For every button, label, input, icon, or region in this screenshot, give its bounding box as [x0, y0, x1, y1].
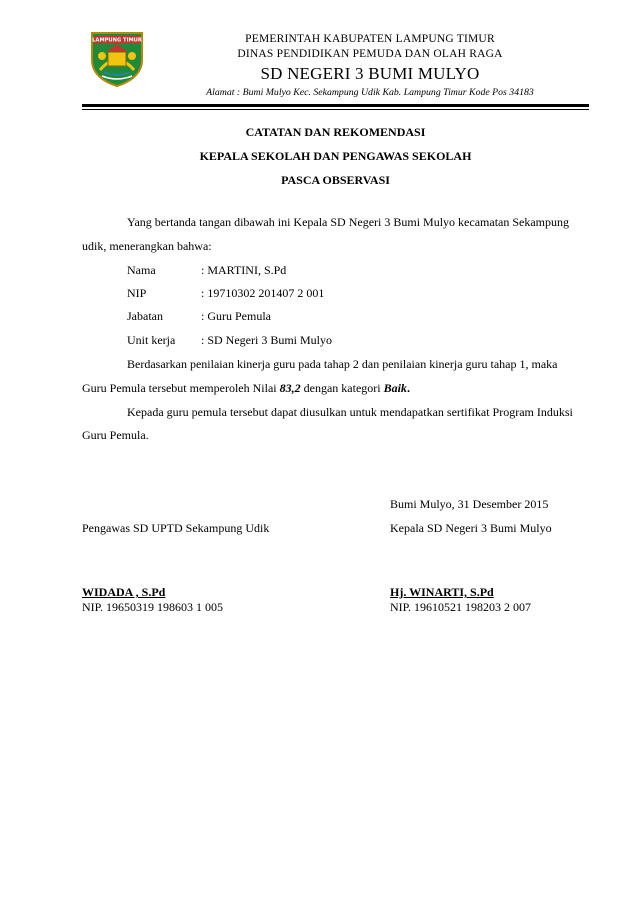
- document-subtitle-2: PASCA OBSERVASI: [281, 173, 390, 187]
- field-label-nama: Nama: [127, 263, 156, 277]
- svg-text:LAMPUNG TIMUR: LAMPUNG TIMUR: [92, 37, 142, 44]
- signature-right-role: Kepala SD Negeri 3 Bumi Mulyo: [390, 521, 552, 535]
- letterhead-school-name: SD NEGERI 3 BUMI MULYO: [260, 64, 480, 83]
- signature-left-nip: NIP. 19650319 198603 1 005: [82, 600, 224, 614]
- field-label-unit-kerja: Unit kerja: [127, 333, 176, 347]
- intro-line-1: Yang bertanda tangan dibawah ini Kepala SD Negeri 3 Bumi Mulyo kecamatan Sekampung: [127, 215, 570, 229]
- assessment-category: Baik: [383, 381, 407, 395]
- recommendation-line-2: Guru Pemula.: [82, 428, 149, 442]
- assessment-text-end: .: [406, 381, 410, 395]
- document-title: CATATAN DAN REKOMENDASI: [245, 125, 426, 139]
- field-value-jabatan: : Guru Pemula: [201, 309, 271, 323]
- letterhead-department: DINAS PENDIDIKAN PEMUDA DAN OLAH RAGA: [237, 48, 503, 60]
- field-value-nama: : MARTINI, S.Pd: [201, 263, 287, 277]
- field-value-unit-kerja: : SD Negeri 3 Bumi Mulyo: [201, 333, 332, 347]
- assessment-text-mid: dengan kategori: [300, 381, 384, 395]
- assessment-text-pre: Guru Pemula tersebut memperoleh Nilai: [82, 381, 280, 395]
- signature-right-name: Hj. WINARTI, S.Pd: [390, 585, 494, 599]
- field-label-nip: NIP: [127, 286, 147, 300]
- letterhead-divider-thick: [82, 104, 589, 107]
- signature-left-name: WIDADA , S.Pd: [82, 585, 166, 599]
- assessment-line-1: Berdasarkan penilaian kinerja guru pada tahap 2 dan penilaian kinerja guru tahap 1, maka: [127, 357, 558, 371]
- document-subtitle: KEPALA SEKOLAH DAN PENGAWAS SEKOLAH: [199, 149, 472, 163]
- assessment-line-2: [82, 381, 410, 396]
- signature-place-date: Bumi Mulyo, 31 Desember 2015: [390, 497, 549, 511]
- field-value-nip: : 19710302 201407 2 001: [201, 286, 325, 300]
- intro-line-2: udik, menerangkan bahwa:: [82, 239, 212, 253]
- field-label-jabatan: Jabatan: [127, 309, 163, 323]
- letterhead-divider-thin: [82, 109, 589, 110]
- letterhead-government: PEMERINTAH KABUPATEN LAMPUNG TIMUR: [245, 33, 495, 45]
- signature-right-nip: NIP. 19610521 198203 2 007: [390, 600, 532, 614]
- recommendation-line-1: Kepada guru pemula tersebut dapat diusulkan untuk mendapatkan sertifikat Program Induksi: [127, 405, 573, 419]
- letterhead-address: Alamat : Bumi Mulyo Kec. Sekampung Udik Kab. Lampung Timur Kode Pos 34183: [206, 87, 534, 98]
- lampung-timur-logo: [88, 30, 146, 88]
- signature-left-role: Pengawas SD UPTD Sekampung Udik: [82, 521, 270, 535]
- assessment-score: 83,2: [279, 381, 301, 395]
